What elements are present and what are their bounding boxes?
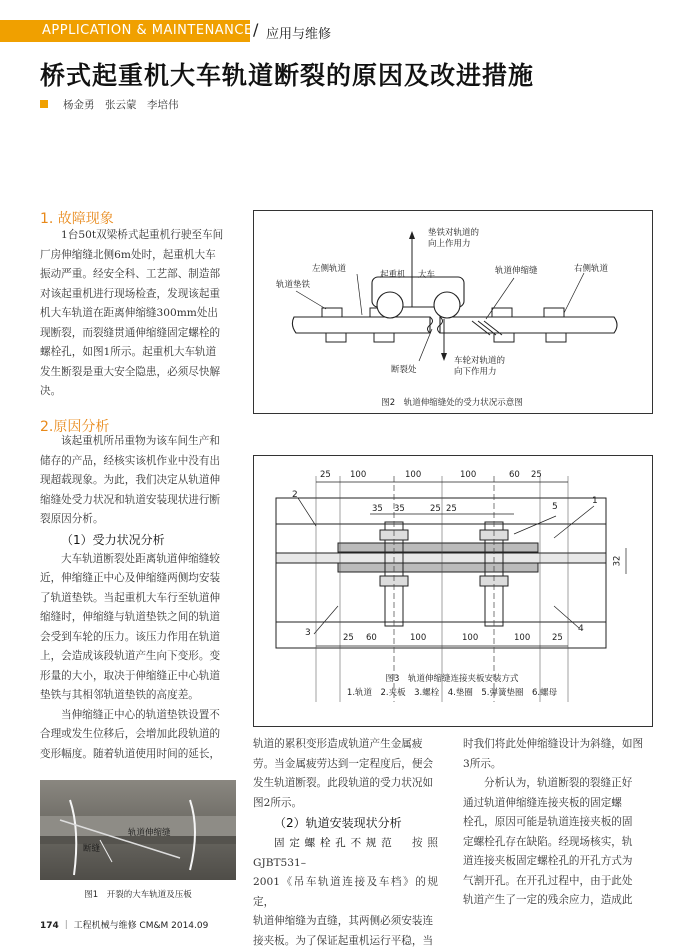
fig3-dim-top: 100 [405,470,421,480]
fig2-up-force-line1: 垫铁对轨道的 [428,228,479,239]
fig3-part-label: 5 [552,502,558,512]
text-line: 时我们将此处伸缩缝设计为斜缝，如图 [463,735,651,755]
text-line: 振动严重。经安全科、工艺部、制造部 [40,265,236,285]
page-footer [40,918,208,931]
text-line: 上，会造成该段轨道产生向下变形。变 [40,647,236,667]
text-line: 决。 [40,382,236,402]
section-label-cn: 应用与维修 [266,23,331,42]
text-line: 劳。当金属疲劳达到一定程度后，便会 [253,755,438,775]
fig3-dim-inner: 25 [446,504,457,514]
text-line: 现断裂，而裂缝贯通伸缩缝固定螺栓的 [40,324,236,344]
text-line: 了轨道垫铁。当起重机大车行至轨道伸 [40,589,236,609]
text-line: 轨道产生了一定的残余应力，造成此 [463,891,651,911]
fig3-part-label: 3 [305,628,311,638]
subsection2-lead: 固定螺栓孔不规范 [274,837,397,849]
text-line: 轨道的累积变形造成轨道产生金属疲 [253,735,438,755]
text-line: 发生断裂是重大安全隐患，必须尽快解 [40,363,236,383]
text-line [253,834,438,873]
column2-body [253,735,438,951]
fig2-label-crane: 起重机 [380,268,406,280]
text-line: 厂房伸缩缝北侧6m处时，起重机大车 [40,246,236,266]
text-line: 接夹板。为了保证起重机运行平稳，当 [253,932,438,951]
fig2-label-joint: 轨道伸缩缝 [495,264,538,276]
article-title: 桥式起重机大车轨道断裂的原因及改进措施 [40,56,534,92]
fig2-caption: 图2 轨道伸缩缝处的受力状况示意图 [253,396,651,408]
fig3-legend: 1.轨道 2.夹板 3.螺栓 4.垫圈 5.弹簧垫圈 6.螺母 [253,686,651,698]
fig2-down-force-line1: 车轮对轨道的 [454,356,505,367]
text-line: 对该起重机进行现场检查，发现该起重 [40,285,236,305]
text-line: 分析认为，轨道断裂的裂缝正好 [463,774,651,794]
fig2-label-left-rail: 左侧轨道 [312,262,346,274]
fig1-label-joint: 轨道伸缩缝 [128,826,171,838]
fig3-dim-inner: 35 [372,504,383,514]
text-line: 合理或发生位移后，会增加此段轨道的 [40,725,236,745]
fig1-caption: 图1 开裂的大车轨道及压板 [40,888,236,900]
fig3-dim-top: 100 [350,470,366,480]
fig2-label-pad: 轨道垫铁 [276,278,310,290]
section2-heading: 2.原因分析 [40,416,109,436]
fig3-caption: 图3 轨道伸缩缝连接夹板安装方式 [253,672,651,684]
text-line: 储存的产品，经核实该机作业中没有出 [40,452,236,472]
text-line: 轨道伸缩缝为直缝，其两侧必须安装连 [253,912,438,932]
fig2-up-force-line2: 向上作用力 [428,239,479,250]
fig2-label-break: 断裂处 [391,363,417,375]
fig3-dim-top: 100 [460,470,476,480]
text-line: 1台50t双梁桥式起重机行驶至车间 [40,226,236,246]
text-line: 图2所示。 [253,794,438,814]
fig3-dim-side: 32 [612,556,622,567]
author-marker [40,100,48,108]
text-line: 机大车轨道在距离伸缩缝300mm处出 [40,304,236,324]
text-line: 气割开孔。在开孔过程中，由于此处 [463,872,651,892]
fig3-dim-top: 25 [531,470,542,480]
text-span: 按照GJBT531– [253,837,438,869]
section1-body [40,226,236,402]
fig2-label-cart: 大车 [418,268,435,280]
subsection2-heading: （2）轨道安装现状分析 [253,813,438,834]
text-line: 缩缝处受力状况和轨道安装现状进行断 [40,491,236,511]
column3-body [463,735,651,911]
subsection1-heading: （1）受力状况分析 [40,530,236,550]
fig2-down-force-line2: 向下作用力 [454,367,505,378]
text-line: 形量的大小，取决于伸缩缝正中心轨道 [40,667,236,687]
text-line: 变形幅度。随着轨道使用时间的延长， [40,745,236,765]
section2-body [40,432,236,764]
fig3-part-label: 4 [578,624,584,634]
fig1-label-crack: 断缝 [83,842,100,854]
fig3-dim-bottom: 100 [462,633,478,643]
text-line: 定螺栓孔存在缺陷。经现场核实，轨 [463,833,651,853]
text-line: 现超载现象。为此，我们决定从轨道伸 [40,471,236,491]
page-number: 174 [40,921,59,931]
fig3-dim-bottom: 25 [552,633,563,643]
text-line: 通过轨道伸缩缝连接夹板的固定螺 [463,794,651,814]
text-line: 缩缝时，伸缩缝与轨道垫铁之间的轨道 [40,608,236,628]
fig3-dim-bottom: 100 [514,633,530,643]
fig2-label-up-force [428,228,479,250]
section-label-en: APPLICATION & MAINTENANCE [42,23,253,38]
fig3-part-label: 1 [592,496,598,506]
text-line: 发生轨道断裂。此段轨道的受力状况如 [253,774,438,794]
section1-heading: 1. 故障现象 [40,208,114,228]
fig3-dim-bottom: 25 [343,633,354,643]
text-line: 2001《吊车轨道连接及车档》的规定， [253,873,438,912]
fig3-dim-inner: 25 [430,504,441,514]
text-line: 栓孔，原因可能是轨道连接夹板的固 [463,813,651,833]
authors: 杨金勇 张云蒙 李培伟 [63,97,179,112]
text-line: 道连接夹板固定螺栓孔的开孔方式为 [463,852,651,872]
fig3-dim-top: 60 [509,470,520,480]
text-line: 垫铁与其相邻轨道垫铁的高度差。 [40,686,236,706]
fig3-dim-bottom: 60 [366,633,377,643]
fig3-dim-top: 25 [320,470,331,480]
footer-divider: ｜ [62,921,71,931]
journal-name: 工程机械与维修 CM&M 2014.09 [74,921,209,931]
fig3-part-label: 2 [292,490,298,500]
text-line: 裂原因分析。 [40,510,236,530]
fig2-label-right-rail: 右侧轨道 [574,262,608,274]
text-line: 会受到车轮的压力。该压力作用在轨道 [40,628,236,648]
fig3-dim-inner: 35 [394,504,405,514]
text-line: 近，伸缩缝正中心及伸缩缝两侧均安装 [40,569,236,589]
text-line: 3所示。 [463,755,651,775]
text-line: 该起重机所吊重物为该车间生产和 [40,432,236,452]
header-slash: / [253,20,258,39]
text-line: 大车轨道断裂处距离轨道伸缩缝较 [40,550,236,570]
fig2-label-down-force [454,356,505,378]
text-line: 螺栓孔，如图1所示。起重机大车轨道 [40,343,236,363]
fig3-dim-bottom: 100 [410,633,426,643]
text-line: 当伸缩缝正中心的轨道垫铁设置不 [40,706,236,726]
